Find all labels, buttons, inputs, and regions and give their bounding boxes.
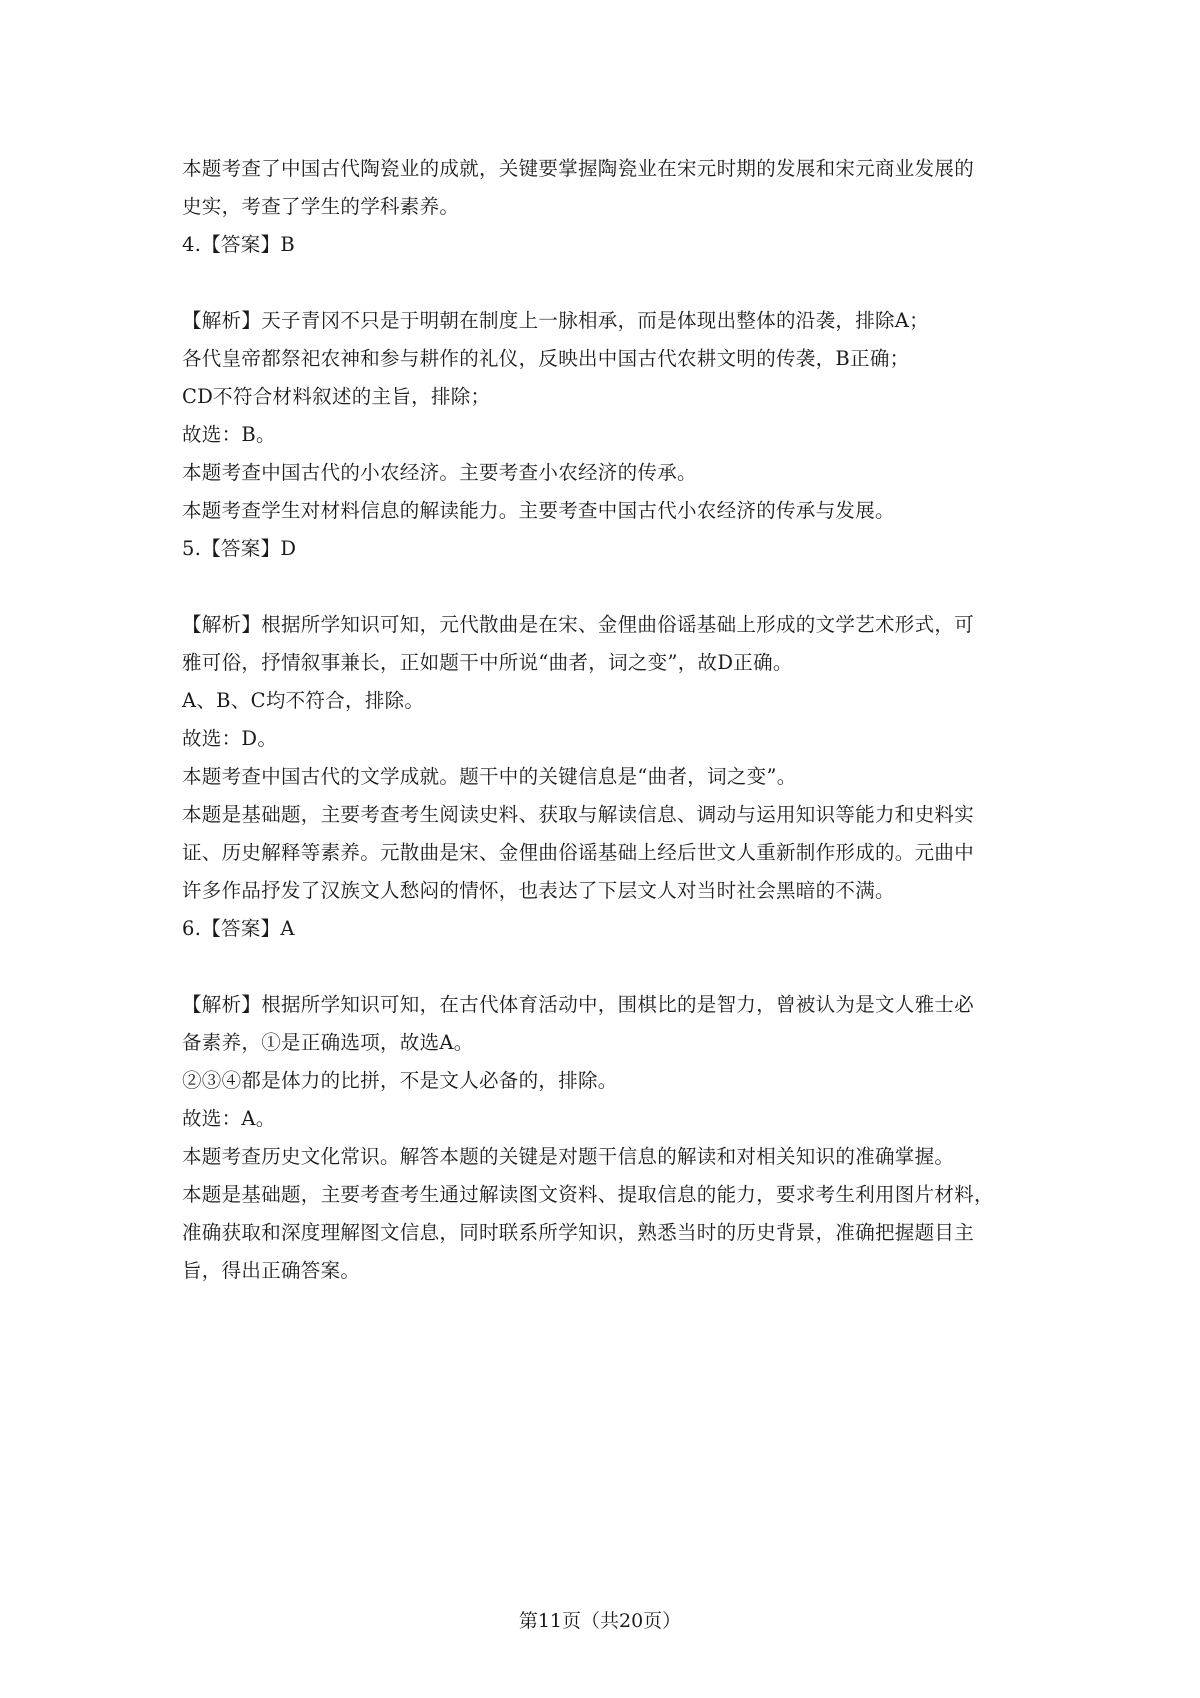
analysis-line: 本题考查学生对材料信息的解读能力。主要考查中国古代小农经济的传承与发展。 xyxy=(182,499,895,522)
analysis-line: 许多作品抒发了汉族文人愁闷的情怀，也表达了下层文人对当时社会黑暗的不满。 xyxy=(182,879,895,902)
analysis-line: 各代皇帝都祭祀农神和参与耕作的礼仪，反映出中国古代农耕文明的传袭，B正确； xyxy=(182,347,910,370)
analysis-line: 本题是基础题，主要考查考生阅读史料、获取与解读信息、调动与运用知识等能力和史料实 xyxy=(182,803,975,826)
answer-block-4 xyxy=(182,226,1042,530)
analysis-line: 本题考查中国古代的小农经济。主要考查小农经济的传承。 xyxy=(182,461,697,484)
analysis-line: 旨，得出正确答案。 xyxy=(182,1259,361,1282)
answer-block-5 xyxy=(182,530,1042,910)
answer-heading: 6.【答案】A xyxy=(182,917,295,940)
analysis-line: 故选：B。 xyxy=(182,423,276,446)
text-line: 本题考查了中国古代陶瓷业的成就，关键要掌握陶瓷业在宋元时期的发展和宋元商业发展的 xyxy=(182,157,975,180)
analysis-line: 本题考查中国古代的文学成就。题干中的关键信息是“曲者，词之变”。 xyxy=(182,765,797,788)
analysis-continuation xyxy=(182,150,1042,226)
spacer xyxy=(182,264,1042,302)
analysis-line: 准确获取和深度理解图文信息，同时联系所学知识，熟悉当时的历史背景，准确把握题目主 xyxy=(182,1221,975,1244)
answer-block-6 xyxy=(182,910,1042,1290)
analysis-line: 雅可俗，抒情叙事兼长，正如题干中所说“曲者，词之变”，故D正确。 xyxy=(182,651,793,674)
answer-heading: 4.【答案】B xyxy=(182,233,296,256)
spacer xyxy=(182,948,1042,986)
analysis-line: 【解析】天子青冈不只是于明朝在制度上一脉相承，而是体现出整体的沿袭，排除A； xyxy=(182,309,929,332)
page-number-footer: 第11页（共20页） xyxy=(518,1610,682,1632)
analysis-line: ②③④都是体力的比拼，不是文人必备的，排除。 xyxy=(182,1069,618,1092)
analysis-line: CD不符合材料叙述的主旨，排除； xyxy=(182,385,491,408)
text-line: 史实，考查了学生的学科素养。 xyxy=(182,195,460,218)
analysis-line: 证、历史解释等素养。元散曲是宋、金俚曲俗谣基础上经后世文人重新制作形成的。元曲中 xyxy=(182,841,975,864)
analysis-line: 【解析】根据所学知识可知，在古代体育活动中，围棋比的是智力，曾被认为是文人雅士必 xyxy=(182,993,975,1016)
analysis-line: 本题考查历史文化常识。解答本题的关键是对题干信息的解读和对相关知识的准确掌握。 xyxy=(182,1145,955,1168)
page-content xyxy=(182,150,1042,1290)
answer-heading: 5.【答案】D xyxy=(182,537,297,560)
analysis-line: 故选：D。 xyxy=(182,727,278,750)
analysis-line: A、B、C均不符合，排除。 xyxy=(182,689,425,712)
analysis-line: 备素养，①是正确选项，故选A。 xyxy=(182,1031,474,1054)
spacer xyxy=(182,568,1042,606)
analysis-line: 【解析】根据所学知识可知，元代散曲是在宋、金俚曲俗谣基础上形成的文学艺术形式，可 xyxy=(182,613,975,636)
analysis-line: 本题是基础题，主要考查考生通过解读图文资料、提取信息的能力，要求考生利用图片材料， xyxy=(182,1183,994,1206)
analysis-line: 故选：A。 xyxy=(182,1107,276,1130)
